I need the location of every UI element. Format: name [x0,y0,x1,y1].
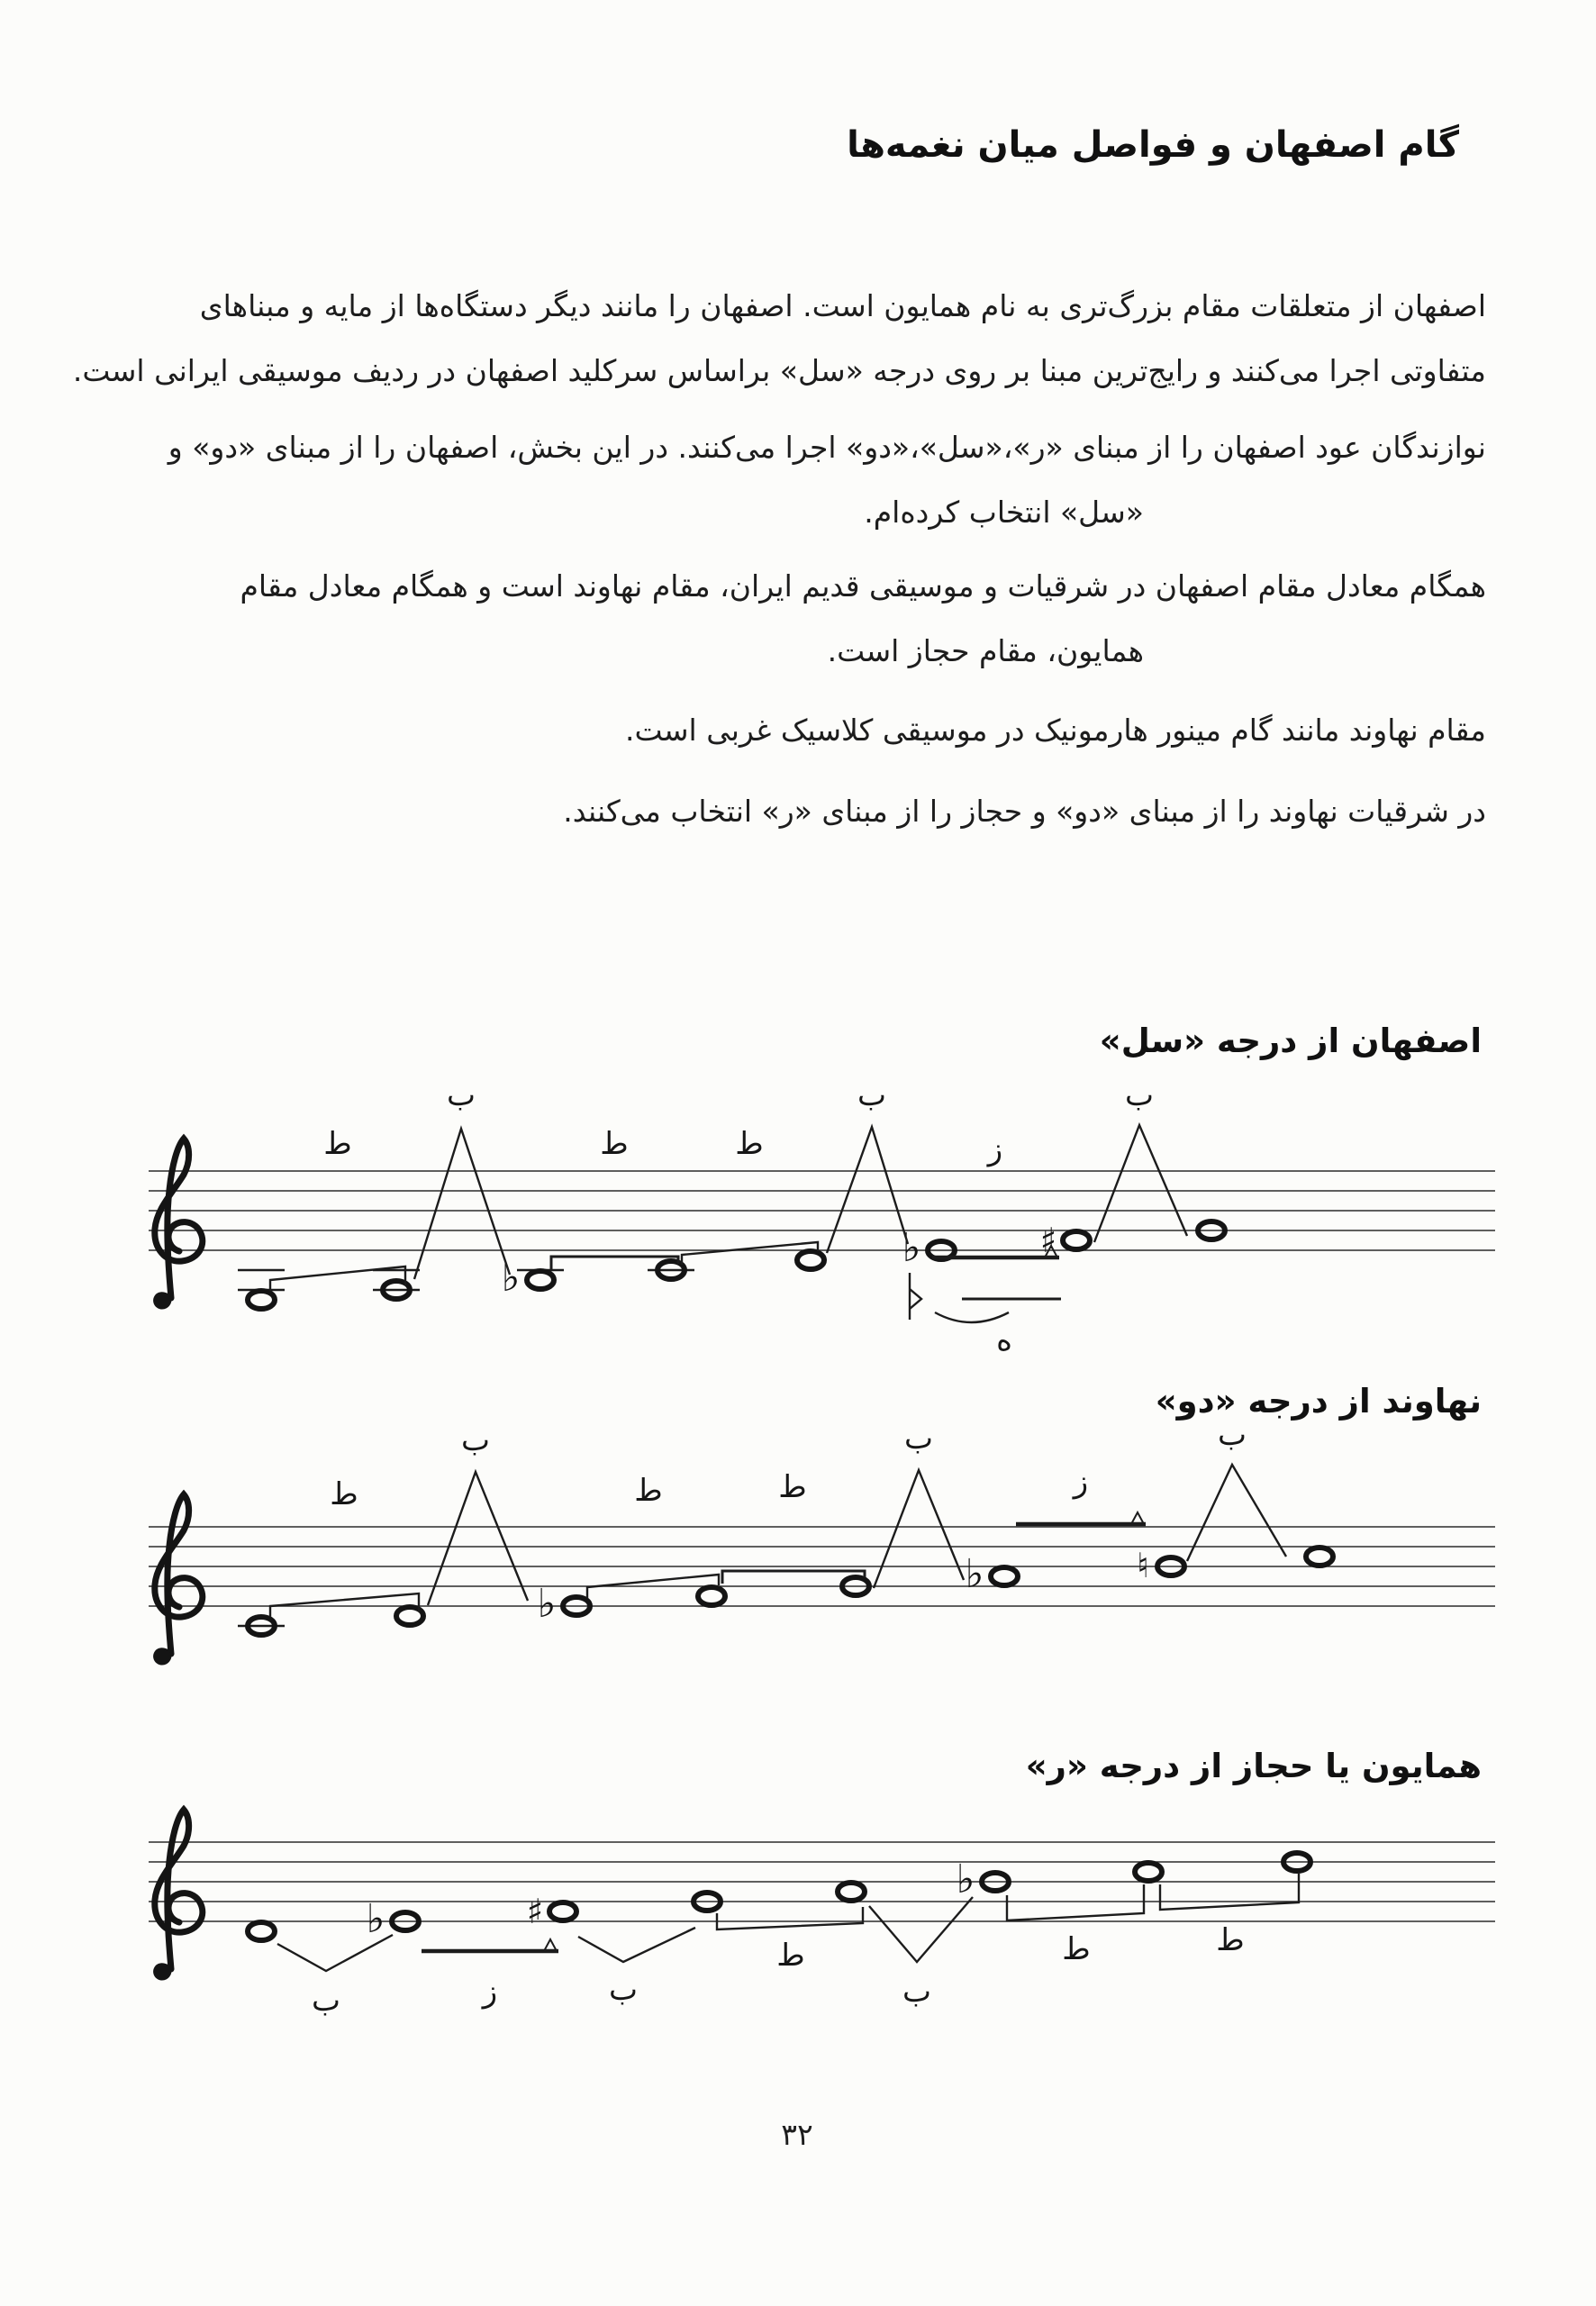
staff-system-3 [108,1730,1531,2036]
interval-label: ب [446,1077,476,1113]
paragraph-1-line-1: اصفهان از متعلقات مقام بزرگ‌تری به نام همایون است. اصفهان را مانند دیگر دستگاه‌ها از مایه و مبناهای [199,288,1486,323]
staff-lines [149,1527,1495,1606]
staff-heading-2: نهاوند از درجه «دو» [1155,1382,1482,1421]
paragraph-2-line-2: «سل» انتخاب کرده‌ام. [864,495,1144,530]
ledger-lines [238,1270,694,1290]
natural-sign: ♮ [1137,1546,1149,1585]
whole-note [698,1587,725,1605]
interval-label: ط [735,1126,764,1162]
interval-mark-triangle [414,1129,510,1279]
interval-mark-trapezoid [1160,1874,1299,1910]
interval-label: ب [902,1974,932,2010]
staff-system-2 [108,1414,1531,1684]
interval-labels [323,1077,1154,1167]
paragraph-5: در شرقیات نهاوند را از مبنای «دو» و حجاز را از مبنای «ر» انتخاب می‌کنند. [563,794,1486,829]
flat-sign: ♭ [902,1225,921,1271]
koron-sign [910,1289,921,1309]
interval-label: ب [857,1077,887,1113]
koron-annotation [910,1273,1061,1356]
whole-note [527,1271,554,1289]
interval-mark-triangle [827,1127,908,1253]
whole-note [248,1291,275,1309]
flat-sign: ♭ [366,1896,385,1942]
whole-note [248,1922,275,1940]
interval-label: ط [634,1473,663,1509]
sharp-sign: ♯ [526,1892,544,1931]
interval-label: ط [776,1938,805,1974]
paragraph-1-line-2: متفاوتی اجرا می‌کنند و رایج‌ترین مبنا بر روی درجه «سل» براساس سرکلید اصفهان در ردیف موسیقی ایرانی است. [72,353,1486,388]
flat-sign: ♭ [956,1857,975,1902]
interval-label: ط [600,1126,629,1162]
whole-note [991,1567,1018,1585]
whole-note [549,1902,576,1920]
interval-mark-trapezoid [1007,1884,1144,1920]
interval-mark-triangle [428,1472,528,1605]
interval-label: ب [608,1972,639,2008]
flat-sign: ♭ [501,1255,521,1301]
flat-sign: ♭ [537,1581,557,1627]
interval-label: ط [778,1469,807,1505]
flat-sign: ♭ [965,1551,984,1597]
paragraph-3-line-1: همگام معادل مقام اصفهان در شرقیات و موسیقی قدیم ایران، مقام نهاوند است و همگام معادل مقام [240,568,1486,604]
paragraph-4: مقام نهاوند مانند گام مینور هارمونیک در موسیقی کلاسیک غربی است. [625,713,1486,748]
treble-clef-icon [154,1494,203,1665]
slur [935,1312,1009,1322]
interval-mark-bracket [717,1907,863,1929]
interval-label: ط [1216,1922,1245,1958]
treble-clef-icon [154,1139,203,1309]
interval-label: ب [1217,1417,1247,1453]
staff-heading-3: همایون یا حجاز از درجه «ر» [1025,1747,1482,1785]
page-number: ۳۲ [781,2117,813,2152]
interval-label: ط [1062,1931,1091,1967]
interval-label: ب [1124,1077,1155,1113]
whole-note [1306,1548,1333,1566]
interval-label: ز [1073,1464,1089,1500]
page-title: گام اصفهان و فواصل میان نغمه‌ها [847,124,1459,166]
interval-mark-vee [869,1897,973,1962]
whole-notes [248,1548,1333,1635]
interval-labels [312,1922,1245,2019]
interval-label: ب [311,1983,341,2019]
interval-label: ز [482,1974,498,2010]
treble-clef-icon [154,1810,203,1980]
interval-label: ب [903,1421,934,1457]
interval-label: ط [330,1476,358,1512]
heh-label: ه [996,1322,1012,1356]
sharp-sign: ♯ [1039,1221,1057,1260]
staff-system-1 [108,1058,1531,1356]
paragraph-2-line-1: نوازندگان عود اصفهان را از مبنای «ر»،«سل»،«دو» اجرا می‌کنند. در این بخش، اصفهان را از مبنای «دو» و [168,430,1486,465]
interval-label: ب [460,1422,491,1458]
interval-marks [270,1125,1187,1291]
interval-mark-triangle [874,1470,964,1588]
staff-lines [149,1171,1495,1250]
paragraph-3-line-2: همایون، مقام حجاز است. [827,633,1144,668]
interval-mark-vee [578,1928,695,1962]
interval-label: ط [323,1126,352,1162]
whole-note [1063,1231,1090,1249]
whole-note [1135,1863,1162,1881]
whole-notes [248,1221,1225,1309]
whole-note [797,1251,824,1269]
interval-labels [330,1417,1247,1512]
staff-heading-1: اصفهان از درجه «سل» [1099,1021,1482,1060]
whole-note [838,1883,865,1901]
interval-mark-triangle [1094,1125,1187,1242]
interval-label: ز [987,1131,1003,1167]
